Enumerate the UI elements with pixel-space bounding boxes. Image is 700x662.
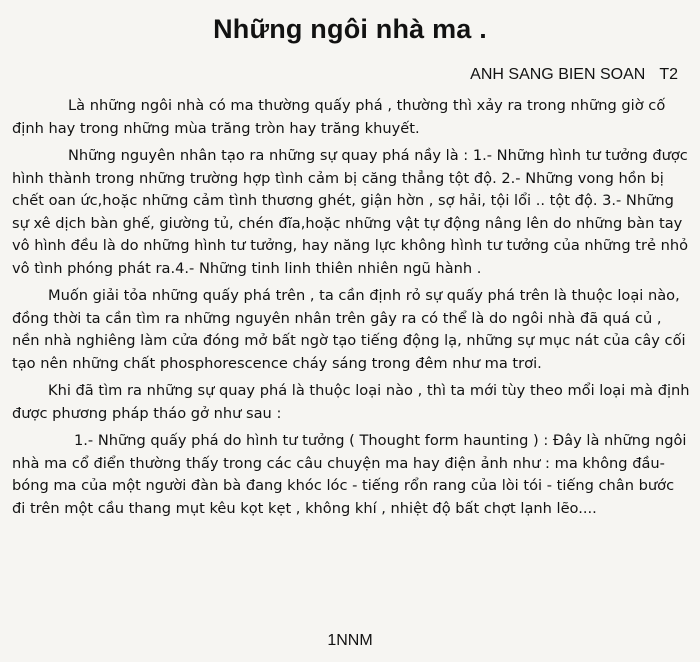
document-title: Những ngôi nhà ma . — [213, 14, 487, 44]
author-name: ANH SANG BIEN SOAN — [470, 66, 646, 83]
paragraph: Muốn giải tỏa những quấy phá trên , ta cần định rỏ sự quấy phá trên là thuộc loại nào, đồng thời ta cần tìm ra những nguyên nhân trên gây ra có thể là do ngôi nhà đã quá củ , nền nhà nghiêng làm cửa đóng mở bất ngờ tạo tiếng động lạ, những sự mục nát của cây cối tạo nên những chất phosphorescence cháy sáng trong đêm như ma trơi. — [12, 287, 686, 372]
paragraph: Những nguyên nhân tạo ra những sự quay phá nầy là : 1.- Những hình tư tưởng được hình thành trong những trường hợp tình cảm bị căng thẳng tột độ. 2.- Những vong hồn bị chết oan ức,hoặc những cảm tình thương ghét, giận hờn , sợ hải, tội lổi .. tột độ. 3.- Những sự xê dịch bàn ghế, giường tủ, chén đĩa,hoặc những vật tự động nâng lên do những bàn tay vô hình đều là do những hình tư tưởng, hay năng lực không hình tư tưởng của những trẻ nhỏ vô tình phóng phát ra.4.- Những tinh linh thiên nhiên ngũ hành . — [12, 147, 689, 277]
page-footer: 1NNM — [327, 632, 373, 649]
paragraph: Là những ngôi nhà có ma thường quấy phá , thường thì xảy ra trong những giờ cố định hay trong những mùa trăng tròn hay trăng khuyết. — [12, 97, 666, 137]
author-line — [470, 66, 678, 84]
document-body — [12, 95, 692, 525]
paragraph: 1.- Những quấy phá do hình tư tưởng ( Thought form haunting ) : Đây là những ngôi nhà ma cổ điển thường thấy trong các câu chuyện ma hay điện ảnh như : ma không đầu- bóng ma của một người đàn bà đang khóc lóc - tiếng rổn rang của lòi tói - tiếng chân bước đi trên một cầu thang mụt kêu kọt kẹt , không khí , nhiệt độ bất chợt lạnh lẽo.... — [12, 432, 687, 517]
paragraph: Khi đã tìm ra những sự quay phá là thuộc loại nào , thì ta mới tùy theo mổi loại mà định được phương pháp tháo gở như sau : — [12, 382, 690, 422]
page-tag: T2 — [659, 66, 678, 83]
